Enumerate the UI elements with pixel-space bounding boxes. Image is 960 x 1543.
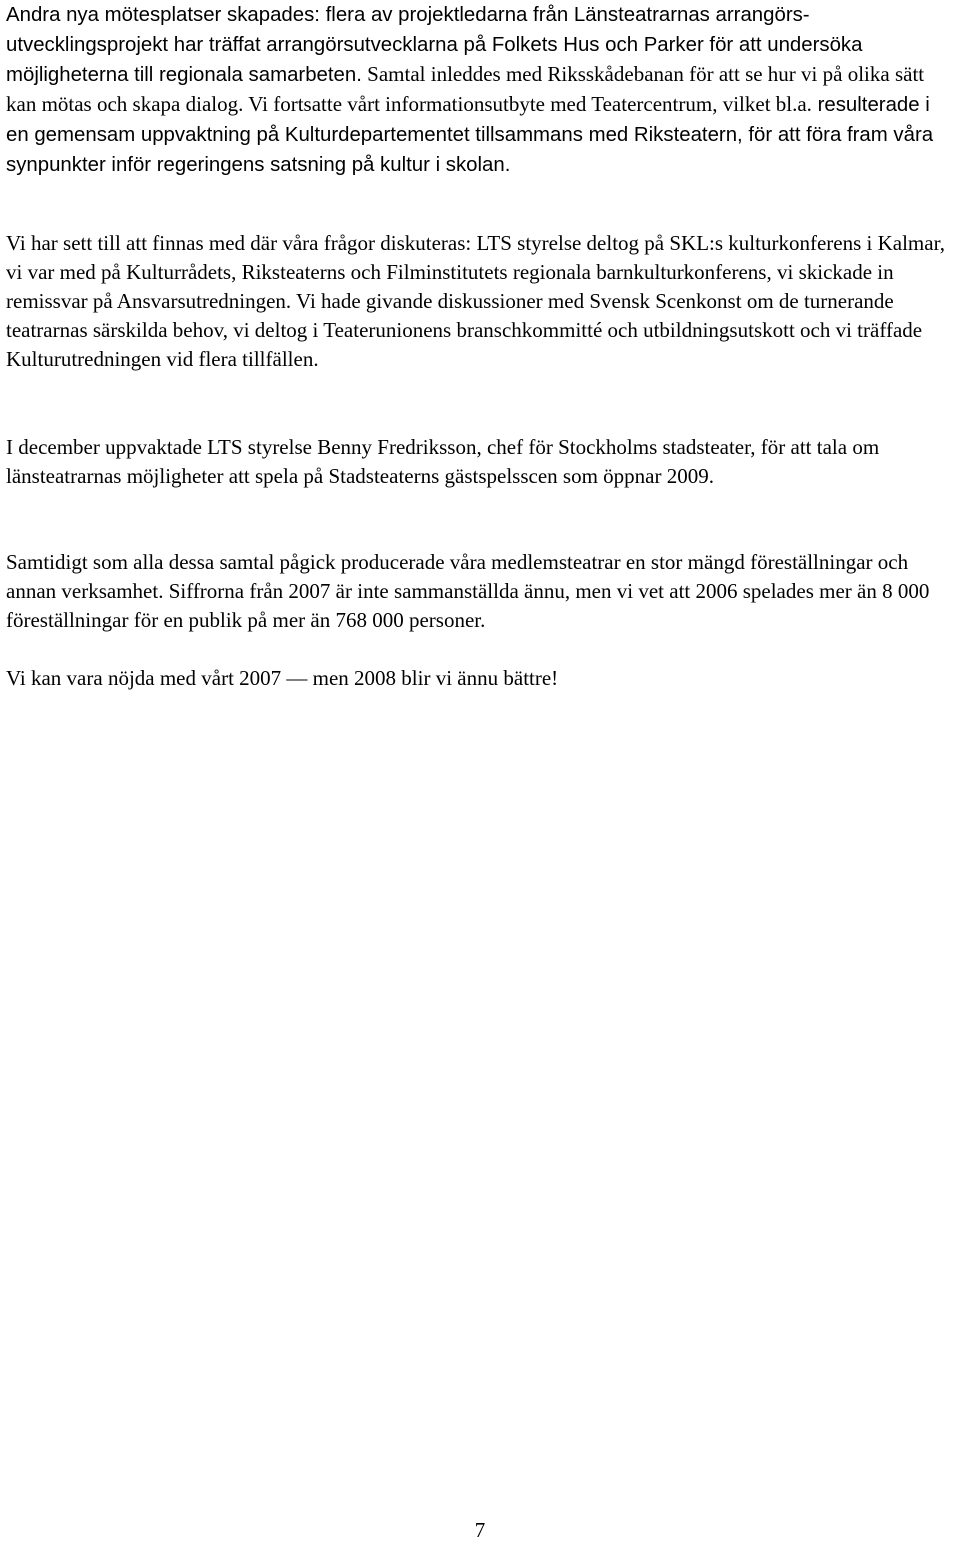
paragraph-december-meeting: I december uppvaktade LTS styrelse Benny Fredriksson, chef för Stockholms stadsteater, för att tala om länsteatrarnas möjligheter att spela på Stadsteaterns gästspelsscen som öppnar 2009.: [6, 435, 880, 488]
paragraph-closing: Vi kan vara nöjda med vårt 2007 — men 2008 blir vi ännu bättre!: [6, 666, 559, 690]
paragraph-conferences: Vi har sett till att finnas med där våra frågor diskuteras: LTS styrelse deltog på SKL:s kulturkonferens i Kalmar, vi var med på Kulturrådets, Riksteaterns och Filminstitutets regionala barnkulturkonferens, vi skickade in remissvar på Ansvarsutredningen. Vi hade givande diskussioner med Svensk Scenkonst om de turnerande teatrarnas särskilda behov, vi deltog i Teaterunionens branschkommitté och utbildningsutskott och vi träffade Kulturutredningen vid flera tillfällen.: [6, 231, 945, 371]
paragraph-meeting-places: [6, 0, 956, 180]
paragraph-1-serif-text: Samtal inleddes med Riksskådebanan för att se hur vi på olika sätt kan mötas och skapa dialog. Vi fortsatte vårt informationsutbyte med Teatercentrum, vilket bl.a.: [6, 62, 925, 116]
paragraph-1-sans-text: Andra nya mötesplatser skapades: flera av projektledarna från Länsteatrarnas arrangörs-utvecklingsprojekt har träffat arrangörsutvecklarna på Folkets Hus och Parker för att undersöka möjligheterna till regionala samarbeten.: [6, 4, 863, 86]
paragraph-1-sans-end-text: resulterade i en gemensam uppvaktning på Kulturdepartementet tillsammans med Riksteatern, för att föra fram våra synpunkter inför regeringens satsning på kultur i skolan.: [6, 94, 934, 176]
paragraph-performances: Samtidigt som alla dessa samtal pågick producerade våra medlemsteatrar en stor mängd föreställningar och annan verksamhet. Siffrorna från 2007 är inte sammanställda ännu, men vi vet att 2006 spelades mer än 8 000 föreställningar för en publik på mer än 768 000 personer.: [6, 550, 930, 632]
page-number: 7: [474, 1518, 486, 1542]
